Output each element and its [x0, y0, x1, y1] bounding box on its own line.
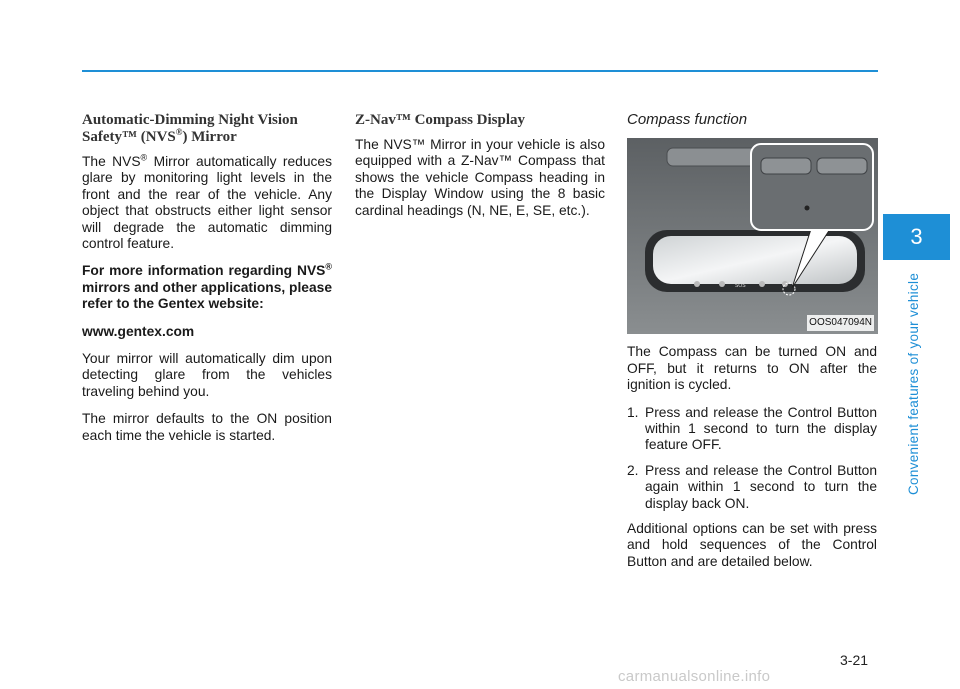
mirror-drawing	[627, 138, 878, 334]
chapter-number-tab: 3	[883, 214, 950, 260]
paragraph-auto-dim: Your mirror will automatically dim upon detecting glare from the vehicles traveling behind you.	[82, 351, 332, 399]
list-text: Press and release the Control Button within 1 second to turn the display feature OFF.	[645, 404, 877, 453]
registered-mark: ®	[175, 127, 183, 137]
section-heading-compass-display: Z-Nav™ Compass Display	[355, 112, 526, 128]
heading-line-2b: ) Mirror	[182, 129, 237, 145]
heading-line-1: Automatic-Dimming Night Vision	[82, 112, 298, 128]
list-number: 2.	[627, 462, 639, 478]
column-nvs-mirror	[82, 112, 332, 455]
list-text: Press and release the Control Button again within 1 second to turn the display back ON.	[645, 462, 877, 511]
watermark: carmanualsonline.info	[618, 668, 771, 685]
column-compass-display	[355, 112, 605, 230]
paragraph-compass-intro: The NVS™ Mirror in your vehicle is also equipped with a Z-Nav™ Compass that shows the vehicle Compass heading in the Display Window using the 8 basic cardinal headings (N, NE, E, SE, etc.).	[355, 137, 605, 218]
list-number: 1.	[627, 404, 639, 420]
sos-label: SOS	[735, 283, 746, 290]
heading-line-2a: Safety™ (NVS	[82, 129, 176, 145]
chapter-title: Convenient features of your vehicle	[906, 272, 921, 495]
list-item	[627, 463, 877, 512]
header-rule	[82, 70, 878, 72]
figure-code: OOS047094N	[807, 315, 874, 331]
paragraph-additional-options: Additional options can be set with press and hold sequences of the Control Button and are detailed below.	[627, 521, 877, 569]
paragraph-compass-onoff: The Compass can be turned ON and OFF, but it returns to ON after the ignition is cycled.	[627, 344, 877, 393]
mirror-illustration	[627, 138, 878, 334]
gentex-link[interactable]: www.gentex.com	[82, 323, 195, 339]
section-heading-compass-function: Compass function	[627, 111, 748, 128]
column-compass-function	[627, 112, 877, 581]
list-item	[627, 405, 877, 454]
paragraph-more-info: For more information regarding NVS® mirrors and other applications, please refer to the Gentex website:	[82, 261, 332, 312]
page-number: 3-21	[840, 652, 869, 668]
section-heading-nvs-mirror	[82, 112, 332, 146]
paragraph-default-on: The mirror defaults to the ON position each time the vehicle is started.	[82, 411, 332, 443]
paragraph-intro: The NVS® Mirror automatically reduces glare by monitoring light levels in the front and the rear of the vehicle. Any object that obstructs either light sensor will degrade the automatic dimming control feature.	[82, 152, 332, 252]
